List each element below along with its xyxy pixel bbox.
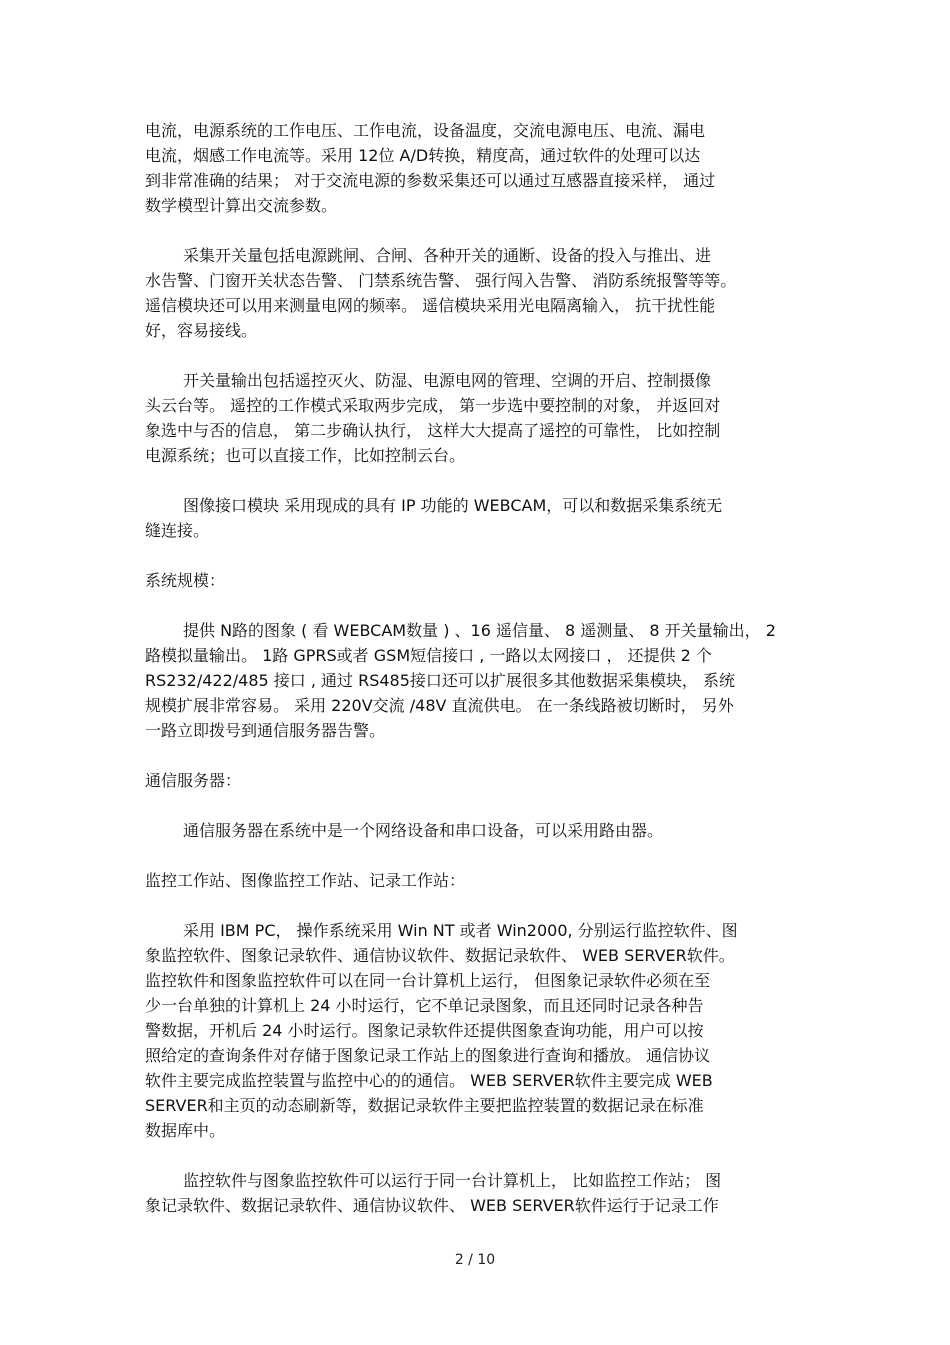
text-line: 水告警、门窗开关状态告警、 门禁系统告警、 强行闯入告警、 消防系统报警等等。: [145, 271, 737, 290]
text-line: SERVER和主页的动态刷新等，数据记录软件主要把监控装置的数据记录在标准: [145, 1096, 704, 1115]
section-heading-workstations: [145, 868, 810, 893]
paragraph-workstations: [145, 918, 810, 1143]
text-line: 到非常准确的结果； 对于交流电源的参数采集还可以通过互感器直接采样， 通过: [145, 171, 716, 190]
paragraph-switch-output: [145, 368, 810, 468]
text-line: 开关量输出包括遥控灭火、防湿、电源电网的管理、空调的开启、控制摄像: [183, 371, 712, 390]
text-line: 头云台等。 遥控的工作模式采取两步完成， 第一步选中要控制的对象， 并返回对: [145, 396, 721, 415]
text-line: 象选中与否的信息， 第二步确认执行， 这样大大提高了遥控的可靠性， 比如控制: [145, 421, 721, 440]
text-line: 照给定的查询条件对存储于图象记录工作站上的图象进行查询和播放。 通信协议: [145, 1046, 711, 1065]
text-line: 一路立即拨号到通信服务器告警。: [145, 721, 386, 740]
text-line: 电源系统；也可以直接工作，比如控制云台。: [145, 446, 466, 465]
section-heading-comm-server: [145, 768, 810, 793]
text-line: 采集开关量包括电源跳闸、合闸、各种开关的通断、设备的投入与推出、进: [183, 246, 712, 265]
text-line: 象监控软件、图象记录软件、通信协议软件、数据记录软件、 WEB SERVER软件。: [145, 946, 735, 965]
page-number: 2 / 10: [454, 1252, 496, 1268]
text-line: 遥信模块还可以用来测量电网的频率。 遥信模块采用光电隔离输入， 抗干扰性能: [145, 296, 716, 315]
paragraph-comm-server: [145, 818, 810, 843]
text-line: 提供 N路的图象 ( 看 WEBCAM数量 ) 、16 遥信量、 8 遥测量、 8 开关量输出， 2: [183, 621, 776, 640]
text-line: 采用 IBM PC， 操作系统采用 Win NT 或者 Win2000, 分别运行监控软件、图: [183, 921, 738, 940]
text-line: 通信服务器在系统中是一个网络设备和串口设备，可以采用路由器。: [183, 821, 664, 840]
heading-text: 通信服务器：: [145, 771, 242, 790]
paragraph-software-deployment: [145, 1168, 810, 1218]
text-line: 路模拟量输出。 1路 GPRS或者 GSM短信接口 , 一路以太网接口 ， 还提供 2 个: [145, 646, 712, 665]
paragraph-image-interface: [145, 493, 810, 543]
text-line: 象记录软件、数据记录软件、通信协议软件、 WEB SERVER软件运行于记录工作: [145, 1196, 719, 1215]
text-line: 电流，烟感工作电流等。采用 12位 A/D转换，精度高，通过软件的处理可以达: [145, 146, 701, 165]
text-line: 警数据，开机后 24 小时运行。图象记录软件还提供图象查询功能，用户可以按: [145, 1021, 704, 1040]
text-line: 监控软件和图象监控软件可以在同一台计算机上运行， 但图象记录软件必须在至: [145, 971, 711, 990]
text-line: RS232/422/485 接口 , 通过 RS485接口还可以扩展很多其他数据采集模块， 系统: [145, 671, 736, 690]
document-body: [145, 118, 810, 1243]
paragraph-system-scale: [145, 618, 810, 743]
paragraph-switch-input: [145, 243, 810, 343]
text-line: 数学模型计算出交流参数。: [145, 196, 338, 215]
heading-text: 系统规模：: [145, 571, 226, 590]
text-line: 规模扩展非常容易。 采用 220V交流 /48V 直流供电。 在一条线路被切断时， 另外: [145, 696, 734, 715]
text-line: 图像接口模块 采用现成的具有 IP 功能的 WEBCAM，可以和数据采集系统无: [183, 496, 723, 515]
text-line: 软件主要完成监控装置与监控中心的的通信。 WEB SERVER软件主要完成 WEB: [145, 1071, 713, 1090]
text-line: 数据库中。: [145, 1121, 226, 1140]
text-line: 缝连接。: [145, 521, 210, 540]
text-line: 监控软件与图象监控软件可以运行于同一台计算机上， 比如监控工作站； 图: [183, 1171, 722, 1190]
text-line: 少一台单独的计算机上 24 小时运行，它不单记录图象，而且还同时记录各种告: [145, 996, 704, 1015]
text-line: 电流，电源系统的工作电压、工作电流，设备温度，交流电源电压、电流、漏电: [145, 121, 706, 140]
text-line: 好，容易接线。: [145, 321, 258, 340]
heading-text: 监控工作站、图像监控工作站、记录工作站：: [145, 871, 466, 890]
section-heading-system-scale: [145, 568, 810, 593]
paragraph-current-measurement: [145, 118, 810, 218]
